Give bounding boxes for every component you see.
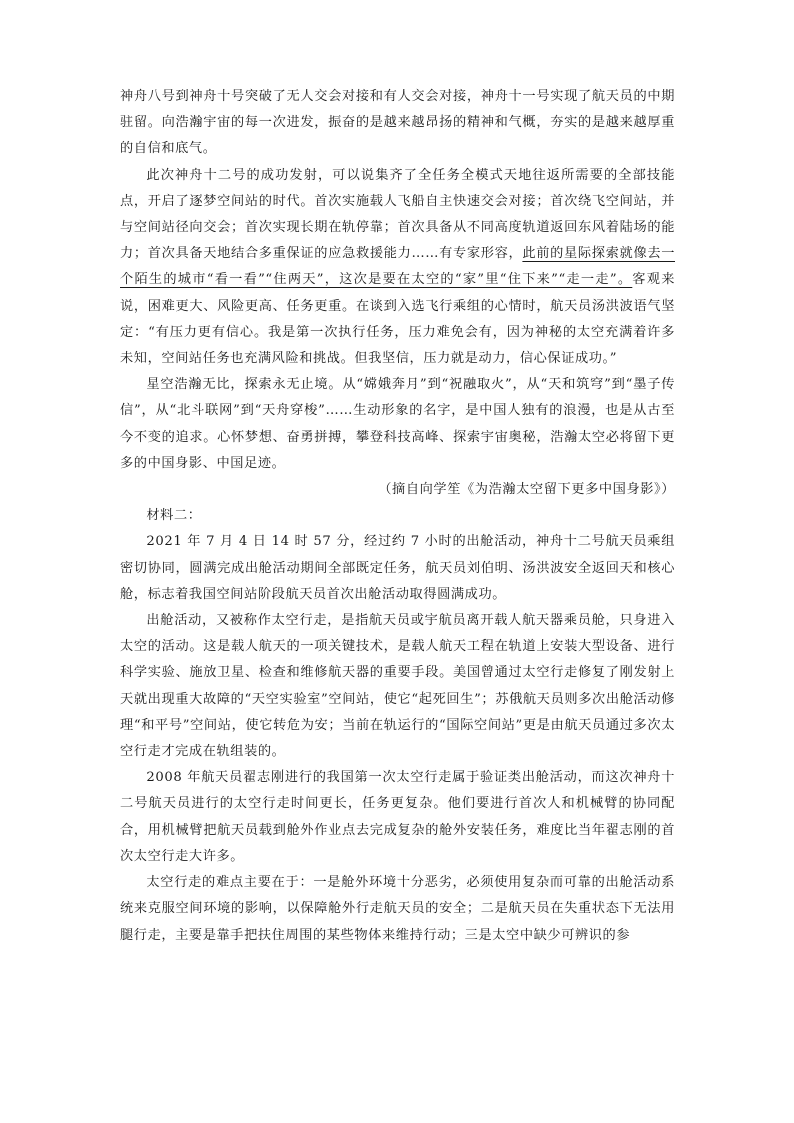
source-citation: （摘自向学笙《为浩瀚太空留下更多中国身影》）: [378, 482, 675, 498]
document-page: [120, 84, 675, 949]
paragraph-7: 太空行走的难点主要在于：一是舱外环境十分恶劣，必须使用复杂而可靠的出舱活动系统来克服空间环境的影响，以保障舱外行走航天员的安全；二是航天员在失重状态下无法用腿行走，主要是靠手把扶住周围的某些物体来维持行动；三是太空中缺少可辨识的参: [120, 875, 675, 943]
material-heading: 材料二：: [146, 508, 202, 524]
underlined-sentence: 此前的星际探索就像去一个陌生的城市“看一看”“住两天”，这次是要在太空的“家”里“住下来”“走一走”。: [120, 246, 675, 288]
paragraph-4: 2021 年 7 月 4 日 14 时 57 分，经过约 7 小时的出舱活动，神舟十二号航天员乘组密切协同，圆满完成出舱活动期间全部既定任务，航天员刘伯明、汤洪波安全返回天和核心舱，标志着我国空间站阶段航天员首次出舱活动取得圆满成功。: [120, 534, 675, 602]
paragraph-1: 神舟八号到神舟十号突破了无人交会对接和有人交会对接，神舟十一号实现了航天员的中期驻留。向浩瀚宇宙的每一次进发，振奋的是越来越昂扬的精神和气概，夯实的是越来越厚重的自信和底气。: [120, 89, 675, 157]
paragraph-5: 出舱活动，又被称作太空行走，是指航天员或宇航员离开载人航天器乘员舱，只身进入太空的活动。这是载人航天的一项关键技术，是载人航天工程在轨道上安装大型设备、进行科学实验、施放卫星、检查和维修航天器的重要手段。美国曾通过太空行走修复了刚发射上天就出现重大故障的“天空实验室”空间站，使它“起死回生”；苏俄航天员则多次出舱活动修理“和平号”空间站，使它转危为安；当前在轨运行的“国际空间站”更是由航天员通过多次太空行走才完成在轨组装的。: [120, 613, 675, 760]
paragraph-6: 2008 年航天员翟志刚进行的我国第一次太空行走属于验证类出舱活动，而这次神舟十二号航天员进行的太空行走时间更长，任务更复杂。他们要进行首次人和机械臂的协同配合，用机械臂把航天员载到舱外作业点去完成复杂的舱外安装任务，难度比当年翟志刚的首次太空行走大许多。: [120, 770, 675, 864]
paragraph-2: [120, 163, 675, 373]
paragraph-2-text-start: 此次神舟十二号的成功发射，可以说集齐了全任务全模式天地往返所需要的全部技能点，开启了逐梦空间站的时代。首次实施载人飞船自主快速交会对接；首次绕飞空间站，并与空间站径向交会；首次实现长期在轨停靠；首次具备从不同高度轨道返回东风着陆场的能力；首次具备天地结合多重保证的应急救援能力……有专家形容，: [120, 167, 675, 262]
paragraph-2-text-end: 客观来说，困难更大、风险更高、任务更重。在谈到入选飞行乘组的心情时，航天员汤洪波语气坚定：“有压力更有信心。我是第一次执行任务，压力难免会有，因为神秘的太空充满着许多未知，空间站任务也充满风险和挑战。但我坚信，压力就是动力，信心保证成功。”: [120, 272, 675, 367]
paragraph-3: 星空浩瀚无比，探索永无止境。从“嫦娥奔月”到“祝融取火”，从“天和筑穹”到“墨子传信”，从“北斗联网”到“天舟穿梭”……生动形象的名字，是中国人独有的浪漫，也是从古至今不变的追求。心怀梦想、奋勇拼搏，攀登科技高峰、探索宇宙奥秘，浩瀚太空必将留下更多的中国身影、中国足迹。: [120, 377, 675, 471]
